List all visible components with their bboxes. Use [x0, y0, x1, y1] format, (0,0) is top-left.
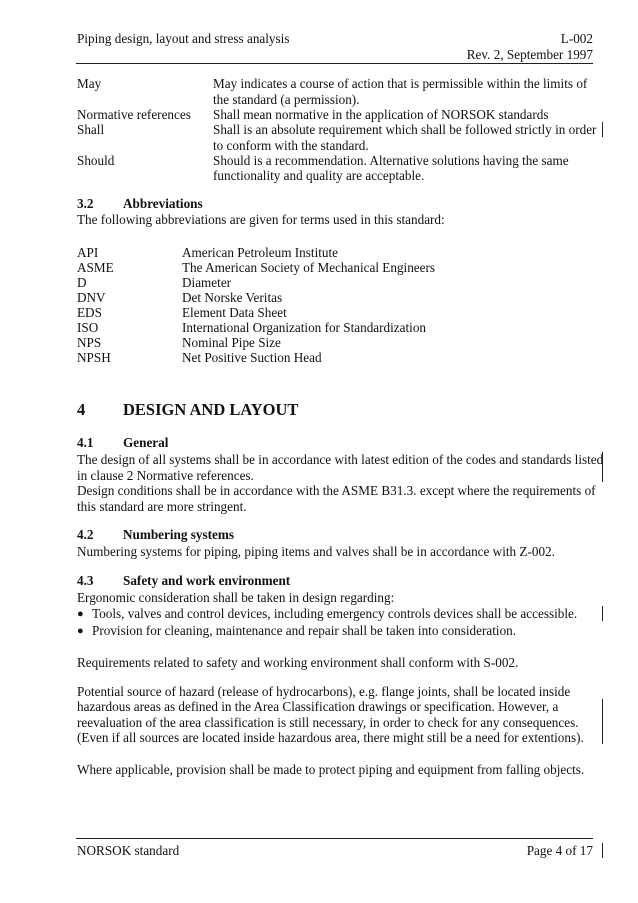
abbreviation-meaning: The American Society of Mechanical Engineers — [182, 260, 436, 275]
paragraph-line: Requirements related to safety and working environment shall conform with S-002. — [77, 655, 519, 670]
paragraph-line: (Even if all sources are located inside hazardous area, there might still be a need for extentions). — [77, 730, 584, 745]
section-heading: General — [123, 435, 169, 450]
definition-text: Should is a recommendation. Alternative solutions having the same — [213, 153, 569, 168]
section-number: 4.2 — [77, 527, 94, 542]
header-title: Piping design, layout and stress analysis — [77, 31, 290, 46]
bullet-icon: ● — [77, 608, 84, 620]
definition-text: Shall is an absolute requirement which shall be followed strictly in order — [213, 122, 597, 137]
paragraph-line: The design of all systems shall be in accordance with latest edition of the codes and standards listed — [77, 452, 604, 467]
abbreviation: NPSH — [77, 350, 111, 365]
page-number: Page 4 of 17 — [526, 843, 593, 858]
paragraph-line: Where applicable, provision shall be made to protect piping and equipment from falling objects. — [77, 762, 585, 777]
footer-rule — [76, 838, 593, 839]
bullet-item: Provision for cleaning, maintenance and repair shall be taken into consideration. — [92, 623, 517, 638]
paragraph-line: hazardous areas as defined in the Area Classification drawings or specification. However, a — [77, 699, 559, 714]
bullet-item: Tools, valves and control devices, including emergency controls devices shall be accessible. — [92, 606, 578, 621]
abbreviation: NPS — [77, 335, 102, 350]
abbreviation-meaning: Det Norske Veritas — [182, 290, 283, 305]
definition-term: Shall — [77, 122, 105, 137]
abbreviation-meaning: Diameter — [182, 275, 232, 290]
paragraph-line: Potential source of hazard (release of hydrocarbons), e.g. flange joints, shall be located inside — [77, 684, 571, 699]
change-bar — [602, 452, 603, 482]
definition-text: May indicates a course of action that is permissible within the limits of — [213, 76, 588, 91]
definition-text: the standard (a permission). — [213, 92, 360, 107]
definition-term: Normative references — [77, 107, 191, 122]
abbreviation: EDS — [77, 305, 102, 320]
abbreviation-meaning: American Petroleum Institute — [182, 245, 339, 260]
paragraph-line: Numbering systems for piping, piping items and valves shall be in accordance with Z-002. — [77, 544, 555, 559]
paragraph-line: Design conditions shall be in accordance with the ASME B31.3. except where the requirements of — [77, 483, 596, 498]
abbreviation: DNV — [77, 290, 106, 305]
abbreviation-meaning: International Organization for Standardization — [182, 320, 427, 335]
definition-text: functionality and quality are acceptable. — [213, 168, 425, 183]
definition-term: May — [77, 76, 102, 91]
abbreviation-meaning: Net Positive Suction Head — [182, 350, 322, 365]
abbreviation: API — [77, 245, 99, 260]
change-bar — [602, 699, 603, 744]
bullet-icon: ● — [77, 625, 84, 637]
header-revision: Rev. 2, September 1997 — [466, 47, 593, 62]
footer-label: NORSOK standard — [77, 843, 180, 858]
definition-term: Should — [77, 153, 115, 168]
abbreviation: ISO — [77, 320, 99, 335]
header-doc-id: L-002 — [560, 31, 593, 46]
chapter-number: 4 — [77, 400, 86, 419]
paragraph-line: in clause 2 Normative references. — [77, 468, 254, 483]
change-bar — [602, 843, 603, 858]
abbreviation-meaning: Element Data Sheet — [182, 305, 287, 320]
section-number: 4.3 — [77, 573, 94, 588]
chapter-heading: DESIGN AND LAYOUT — [123, 400, 299, 419]
abbreviation: ASME — [77, 260, 114, 275]
section-intro: The following abbreviations are given for terms used in this standard: — [77, 212, 445, 227]
paragraph-line: reevaluation of the area classification is still necessary, in order to check for any consequences. — [77, 715, 579, 730]
section-heading: Abbreviations — [123, 196, 203, 211]
change-bar — [602, 606, 603, 621]
section-heading: Numbering systems — [123, 527, 234, 542]
section-number: 4.1 — [77, 435, 94, 450]
header-rule — [76, 63, 593, 64]
section-number: 3.2 — [77, 196, 94, 211]
definition-text: to conform with the standard. — [213, 138, 369, 153]
abbreviation-meaning: Nominal Pipe Size — [182, 335, 281, 350]
definition-text: Shall mean normative in the application of NORSOK standards — [213, 107, 549, 122]
section-heading: Safety and work environment — [123, 573, 291, 588]
abbreviation: D — [77, 275, 87, 290]
paragraph-line: this standard are more stringent. — [77, 499, 247, 514]
paragraph-line: Ergonomic consideration shall be taken in design regarding: — [77, 590, 395, 605]
change-bar — [602, 122, 603, 137]
